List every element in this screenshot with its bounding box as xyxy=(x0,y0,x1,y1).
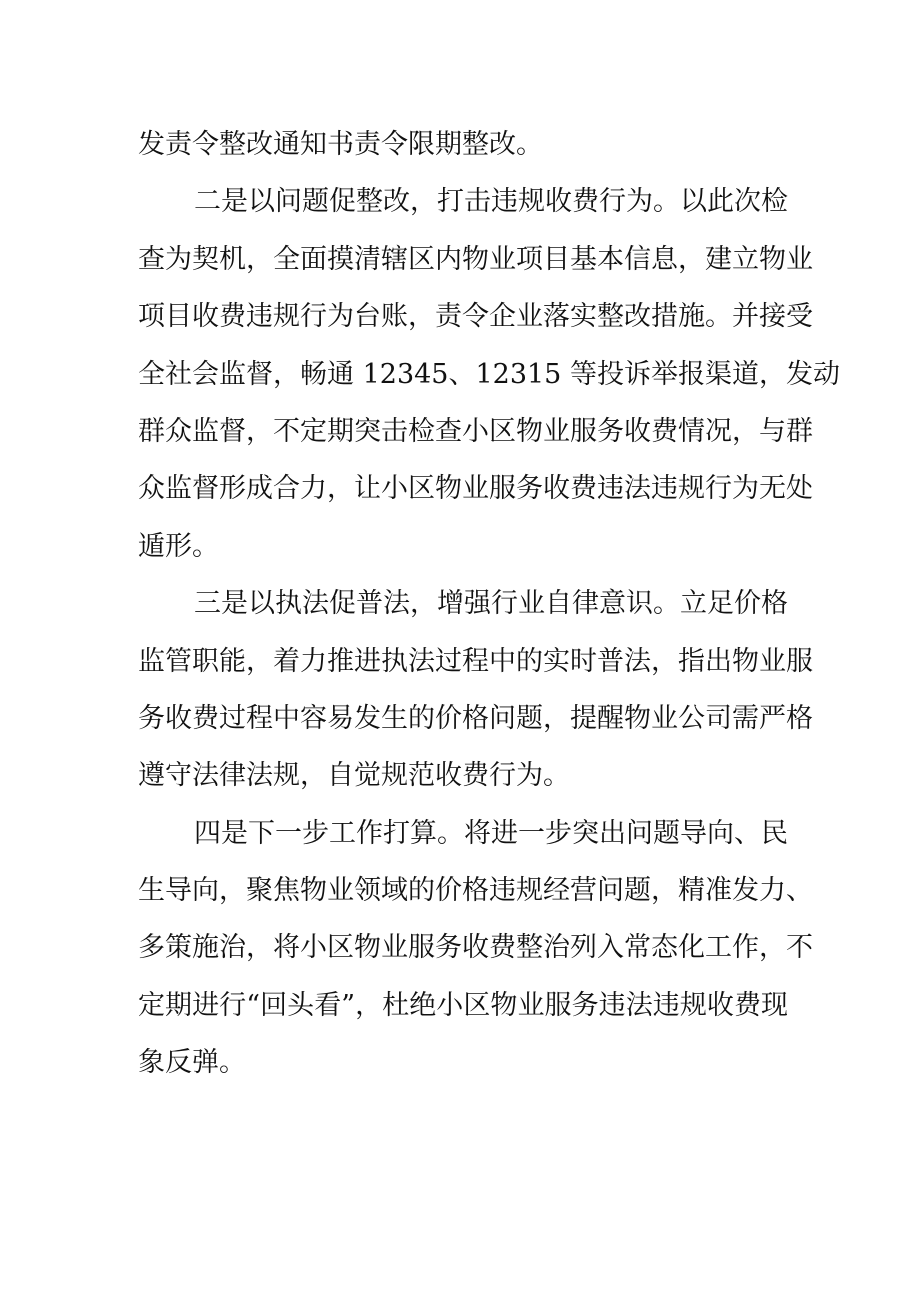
text-line: 象反弹。 xyxy=(138,1047,246,1079)
text-line: 项目收费违规行为台账，责令企业落实整改措施。并接受 xyxy=(138,301,813,333)
text-line: 多策施治，将小区物业服务收费整治列入常态化工作，不 xyxy=(138,932,813,964)
paragraph-continuation xyxy=(138,116,788,173)
text-line: 二是以问题促整改，打击违规收费行为。以此次检 xyxy=(194,186,788,218)
text-line: 遵守法律法规，自觉规范收费行为。 xyxy=(138,760,570,792)
text-line: 生导向，聚焦物业领域的价格违规经营问题，精准发力、 xyxy=(138,875,813,907)
text-line: 定期进行“回头看”，杜绝小区物业服务违法违规收费现 xyxy=(138,989,788,1021)
text-line: 务收费过程中容易发生的价格问题，提醒物业公司需严格 xyxy=(138,702,813,734)
text-line: 众监督形成合力，让小区物业服务收费违法违规行为无处 xyxy=(138,473,813,505)
text-line: 发责令整改通知书责令限期整改。 xyxy=(138,129,543,160)
paragraph-2 xyxy=(138,173,840,575)
paragraph-3 xyxy=(138,575,813,805)
text-line: 查为契机，全面摸清辖区内物业项目基本信息，建立物业 xyxy=(138,243,813,275)
text-line: 监管职能，着力推进执法过程中的实时普法，指出物业服 xyxy=(138,645,813,677)
text-line: 四是下一步工作打算。将进一步突出问题导向、民 xyxy=(194,817,788,849)
text-line: 全社会监督，畅通 12345、12315 等投诉举报渠道，发动 xyxy=(138,358,840,390)
body-text xyxy=(138,116,840,1092)
text-line: 遁形。 xyxy=(138,530,219,562)
text-line: 三是以执法促普法，增强行业自律意识。立足价格 xyxy=(194,588,788,620)
text-line: 群众监督，不定期突击检查小区物业服务收费情况，与群 xyxy=(138,415,813,447)
paragraph-4 xyxy=(138,805,813,1092)
